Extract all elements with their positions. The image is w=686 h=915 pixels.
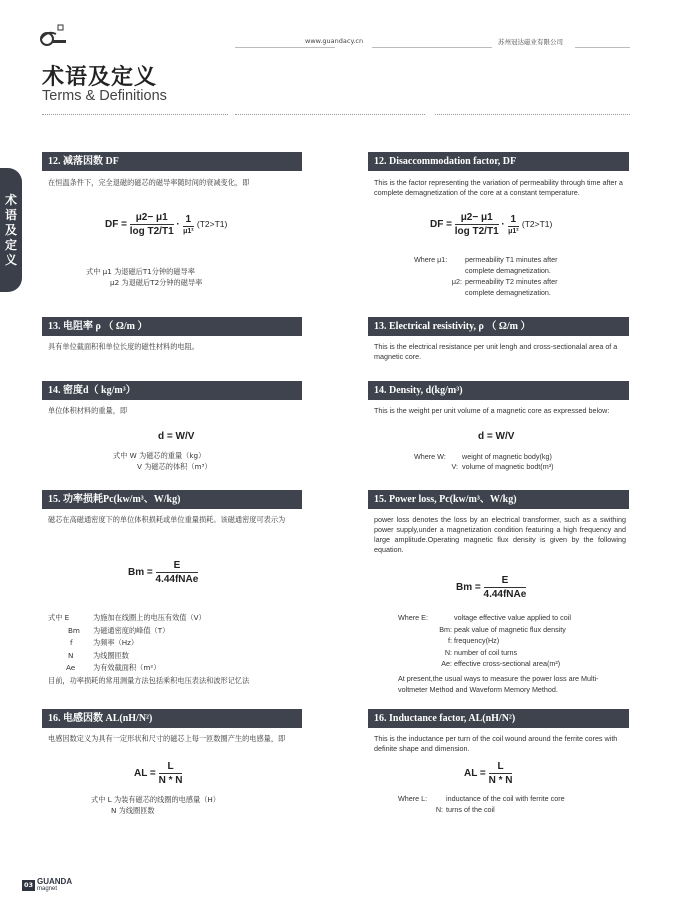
section-14-where-en: [414, 452, 553, 472]
section-16-where-en: [398, 794, 565, 815]
eq-denominator: log T2/T1: [129, 226, 174, 237]
side-tab: [0, 168, 22, 292]
company-logo: [38, 22, 68, 48]
header-rule: [235, 47, 335, 48]
title-divider: [235, 114, 425, 115]
section-12-equation-en: [430, 212, 552, 237]
eq-numerator: L: [489, 761, 513, 774]
where-key: N: [68, 650, 74, 660]
section-14-heading-cn: 14. 密度d（ kg/m³）: [42, 381, 302, 400]
where-key: 式中 E: [48, 613, 70, 622]
eq-dot: ·: [176, 219, 180, 231]
where-line: V 为磁芯的体积（m³）: [137, 462, 212, 471]
section-12-heading-cn: 12. 减落因数 DF: [42, 152, 302, 171]
page-title-cn: 术语及定义: [42, 65, 158, 90]
where-value: effective cross-sectional area(m²): [454, 659, 561, 668]
eq-numerator: E: [484, 575, 527, 588]
where-key: f:: [448, 636, 452, 645]
section-15-note-cn: 目前，功率损耗的常用测量方法包括乘积电压表法和波形记忆法: [48, 675, 250, 685]
section-15-where-cn: [48, 612, 249, 687]
where-value: permeability T1 minutes after: [465, 255, 558, 264]
where-value: volume of magnetic bodt(m³): [462, 462, 554, 471]
side-tab-char: 义: [4, 252, 17, 267]
section-16-heading-cn: 16. 电感因数 AL(nH/N²): [42, 709, 302, 728]
eq-numerator: E: [156, 560, 199, 573]
where-value: weight of magnetic body(kg): [462, 452, 552, 461]
eq-fraction: [156, 560, 199, 585]
section-12-where-en: [414, 254, 558, 298]
where-value: complete demagnetization.: [465, 288, 551, 297]
header-url[interactable]: www.guandacy.cn: [305, 37, 364, 45]
section-16-equation-cn: [134, 761, 182, 786]
eq-lhs: Bm =: [128, 567, 153, 579]
where-value: 为频率（Hz）: [93, 638, 139, 647]
where-value: 为施加在线圈上的电压有效值（V）: [93, 613, 206, 622]
section-14-equation-cn: d = W/V: [158, 431, 195, 442]
eq-lhs: AL =: [134, 768, 156, 780]
where-key: Where μ1:: [414, 255, 448, 264]
section-15-heading-cn: 15. 功率损耗Pc(kw/m³、W/kg): [42, 490, 302, 509]
eq-fraction: [489, 761, 513, 786]
section-13-heading-en: 13. Electrical resistivity, ρ （ Ω/m ）: [368, 317, 629, 336]
where-key: [414, 265, 465, 276]
where-value: permeability T2 minutes after: [465, 277, 558, 286]
section-14-text-cn: 单位体积材料的重量，即: [48, 406, 128, 415]
eq-denominator: μ1²: [183, 228, 194, 235]
section-15-note-en: At present,the usual ways to measure the power loss are Multi-voltmeter Method and Waveform Memory Method.: [398, 674, 599, 694]
footer-brand-sub: magnet: [37, 886, 58, 892]
section-12-equation-cn: [105, 212, 227, 237]
section-16-heading-en: 16. Inductance factor, AL(nH/N²): [368, 709, 629, 728]
where-line: N 为线圈匝数: [111, 806, 155, 815]
section-15-equation-en: [456, 575, 526, 600]
side-tab-char: 术: [4, 192, 17, 207]
eq-denominator: 4.44fNAe: [155, 574, 199, 585]
title-divider: [435, 114, 630, 115]
where-key: Bm:: [439, 624, 452, 634]
title-divider: [42, 114, 228, 115]
where-key: Ae:: [441, 659, 452, 668]
eq-lhs: AL =: [464, 768, 486, 780]
where-value: inductance of the coil with ferrite core: [446, 794, 565, 803]
page-number: 03: [23, 881, 34, 889]
section-14-where-cn: [113, 450, 212, 472]
where-key: Where L:: [398, 794, 428, 803]
where-key: Ae: [66, 663, 76, 672]
eq-fraction: [159, 761, 183, 786]
side-tab-char: 定: [4, 237, 17, 252]
where-value: complete demagnetization.: [465, 266, 551, 275]
eq-numerator: μ2− μ1: [130, 212, 174, 225]
eq-denominator: log T2/T1: [454, 226, 499, 237]
where-key: V:: [451, 462, 458, 471]
eq-fraction: [484, 575, 527, 600]
eq-fraction: [183, 214, 195, 235]
section-16-where-cn: [91, 794, 220, 816]
eq-fraction: [455, 212, 499, 237]
eq-lhs: DF =: [430, 219, 452, 231]
where-value: 为线圈匝数: [93, 650, 129, 660]
where-key: f: [70, 638, 73, 647]
where-value: number of coil turns: [454, 647, 518, 657]
section-15-text-en: power loss denotes the loss by an electrical transformer, such as a swithing power supply,under a magnetization condition featuring a high frequency and large amplitude.Operating magnetic flux density is given by the following equation.: [374, 515, 626, 554]
eq-numerator: μ2− μ1: [455, 212, 499, 225]
section-12-where-cn: [86, 266, 202, 288]
side-tab-char: 语: [4, 207, 17, 222]
section-13-text-en: This is the electrical resistance per unit lengh and cross-sectionalal area of a magnetic core.: [374, 342, 618, 361]
eq-lhs: DF =: [105, 219, 127, 231]
section-12-heading-en: 12. Disaccommodation factor, DF: [368, 152, 629, 171]
section-12-text-en: This is the factor representing the variation of permeability through time after a complete demagnetization of the core at a constant temperature.: [374, 178, 623, 197]
eq-numerator: 1: [183, 214, 195, 227]
eq-fraction: [130, 212, 174, 237]
where-value: turns of the coil: [446, 804, 495, 814]
header-rule: [372, 47, 492, 48]
eq-numerator: L: [159, 761, 183, 774]
where-line: μ2 为退磁后T2分钟的磁导率: [110, 278, 203, 287]
header-company: 苏州冠达磁业有限公司: [498, 38, 563, 46]
eq-denominator: N * N: [158, 775, 183, 786]
where-key: [414, 287, 465, 298]
where-value: 为磁通密度的峰值（T）: [93, 625, 170, 635]
eq-dot: ·: [501, 219, 505, 231]
where-line: 式中 μ1 为退磁后T1分钟的磁导率: [86, 267, 195, 276]
where-value: 为有效截面积（m²）: [93, 663, 161, 672]
section-14-text-en: This is the weight per unit volume of a magnetic core as expressed below:: [374, 406, 610, 415]
where-value: voltage effective value applied to coil: [454, 613, 571, 622]
where-key: N:: [435, 804, 443, 814]
section-15-where-en: [398, 612, 571, 670]
eq-denominator: N * N: [488, 775, 513, 786]
page-title-en: Terms & Definitions: [42, 88, 167, 104]
section-15-text-cn: 磁芯在高磁通密度下的单位体积损耗或单位重量损耗。该磁通密度可表示为: [48, 515, 286, 524]
eq-numerator: 1: [508, 214, 520, 227]
section-13-text-cn: 具有单位截面积和单位长度的磁性材料的电阻。: [48, 342, 199, 351]
footer-brand: GUANDA: [37, 877, 73, 886]
where-value: peak value of magnetic flux density: [454, 624, 566, 634]
section-16-text-en: This is the inductance per turn of the coil wound around the ferrite cores with definite shape and dimension.: [374, 734, 618, 753]
where-key: Where W:: [414, 452, 446, 461]
where-key: N:: [444, 647, 452, 657]
section-15-equation-cn: [128, 560, 198, 585]
section-13-heading-cn: 13. 电阻率 ρ （ Ω/m ）: [42, 317, 302, 336]
side-tab-char: 及: [4, 222, 17, 237]
where-line: 式中 L 为装有磁芯的线圈的电感量（H）: [91, 795, 220, 804]
eq-fraction: [508, 214, 520, 235]
section-14-equation-en: d = W/V: [478, 431, 515, 442]
section-16-text-cn: 电感因数定义为具有一定形状和尺寸的磁芯上每一匝数圈产生的电感量，即: [48, 734, 286, 743]
where-key: Where E:: [398, 613, 428, 622]
eq-condition: (T2>T1): [521, 219, 553, 230]
eq-denominator: μ1²: [508, 228, 519, 235]
section-14-heading-en: 14. Density, d(kg/m³): [368, 381, 629, 400]
where-line: 式中 W 为磁芯的重量（kg）: [113, 451, 206, 460]
section-16-equation-en: [464, 761, 512, 786]
section-15-heading-en: 15. Power loss, Pc(kw/m³、W/kg): [368, 490, 629, 509]
eq-denominator: 4.44fNAe: [483, 589, 527, 600]
where-key: Bm: [68, 625, 80, 635]
header-rule: [575, 47, 630, 48]
where-key: μ2:: [451, 277, 462, 286]
section-12-text-cn: 在恒温条件下，完全退磁的磁芯的磁导率随时间的衰减变化，即: [48, 178, 250, 187]
eq-lhs: Bm =: [456, 582, 481, 594]
eq-condition: (T2>T1): [196, 219, 228, 230]
where-value: frequency(Hz): [454, 636, 500, 645]
